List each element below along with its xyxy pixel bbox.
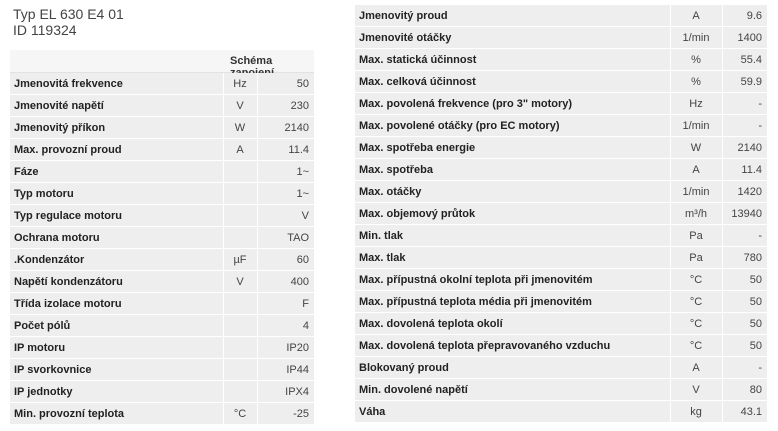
spec-name: Min. provozní teplota <box>10 403 223 425</box>
spec-name: Min. tlak <box>355 225 670 247</box>
spec-row <box>10 161 314 183</box>
spec-unit: °C <box>670 291 722 313</box>
spec-value: 1~ <box>257 183 314 205</box>
spec-unit <box>223 293 257 315</box>
spec-unit: Pa <box>670 247 722 269</box>
spec-name: Třída izolace motoru <box>10 293 223 315</box>
spec-value: 50 <box>722 335 767 357</box>
spec-unit: °C <box>670 313 722 335</box>
spec-name: Max. přípustná teplota média při jmenovitém <box>355 291 670 313</box>
spec-value: - <box>722 115 767 137</box>
spec-name: Max. celková účinnost <box>355 71 670 93</box>
spec-row <box>355 335 767 357</box>
spec-name: Max. otáčky <box>355 181 670 203</box>
spec-row <box>355 5 767 27</box>
spec-value: -25 <box>257 403 314 425</box>
spec-value: 80 <box>722 379 767 401</box>
spec-row <box>355 49 767 71</box>
spec-row <box>355 137 767 159</box>
spec-value: 230 <box>257 95 314 117</box>
spec-row <box>355 401 767 423</box>
spec-row <box>355 27 767 49</box>
spec-value: 1420 <box>722 181 767 203</box>
spec-row <box>355 115 767 137</box>
spec-unit: Pa <box>670 225 722 247</box>
spec-value: 43.1 <box>722 401 767 423</box>
spec-unit <box>223 183 257 205</box>
spec-name: Max. provozní proud <box>10 139 223 161</box>
spec-unit: µF <box>223 249 257 271</box>
spec-name: Jmenovitý příkon <box>10 117 223 139</box>
spec-row <box>10 403 314 425</box>
spec-unit: Hz <box>223 73 257 95</box>
spec-name: Max. povolená frekvence (pro 3" motory) <box>355 93 670 115</box>
spec-value: 50 <box>722 313 767 335</box>
spec-row <box>355 269 767 291</box>
spec-row <box>10 205 314 227</box>
spec-value: TAO <box>257 227 314 249</box>
spec-row <box>355 357 767 379</box>
spec-value: - <box>722 357 767 379</box>
spec-value: 780 <box>722 247 767 269</box>
spec-unit: Hz <box>670 93 722 115</box>
spec-value: 2140 <box>257 117 314 139</box>
spec-value: IPX4 <box>257 381 314 403</box>
spec-name: Typ motoru <box>10 183 223 205</box>
spec-row <box>10 249 314 271</box>
spec-unit: 1/min <box>670 181 722 203</box>
spec-value: IP20 <box>257 337 314 359</box>
spec-value: 50 <box>257 73 314 95</box>
spec-row <box>10 227 314 249</box>
spec-name: Typ regulace motoru <box>10 205 223 227</box>
spec-name: Max. objemový průtok <box>355 203 670 225</box>
spec-row <box>10 139 314 161</box>
spec-unit: kg <box>670 401 722 423</box>
spec-name: Fáze <box>10 161 223 183</box>
product-id: ID 119324 <box>13 22 77 38</box>
spec-row <box>10 381 314 403</box>
spec-value: 60 <box>257 249 314 271</box>
spec-value: F <box>257 293 314 315</box>
spec-unit <box>223 337 257 359</box>
wiring-diagram-label[interactable]: Schéma <box>230 55 273 67</box>
spec-unit <box>223 205 257 227</box>
spec-row <box>355 159 767 181</box>
spec-name: Min. dovolené napětí <box>355 379 670 401</box>
spec-unit <box>223 359 257 381</box>
spec-unit: 1/min <box>670 27 722 49</box>
spec-name: IP motoru <box>10 337 223 359</box>
spec-unit: A <box>223 139 257 161</box>
spec-row <box>10 359 314 381</box>
spec-row <box>355 71 767 93</box>
wiring-diagram-header <box>10 50 314 73</box>
spec-unit: V <box>223 95 257 117</box>
spec-row <box>10 183 314 205</box>
spec-row <box>10 293 314 315</box>
spec-value: V <box>257 205 314 227</box>
spec-unit: °C <box>670 269 722 291</box>
spec-unit <box>223 227 257 249</box>
spec-value: 50 <box>722 269 767 291</box>
spec-row <box>355 93 767 115</box>
spec-name: Max. spotřeba <box>355 159 670 181</box>
spec-unit: % <box>670 49 722 71</box>
spec-value: - <box>722 225 767 247</box>
spec-value: 13940 <box>722 203 767 225</box>
spec-unit: A <box>670 357 722 379</box>
spec-row <box>10 315 314 337</box>
spec-value: 1~ <box>257 161 314 183</box>
spec-row <box>355 181 767 203</box>
spec-row <box>355 203 767 225</box>
spec-value: 400 <box>257 271 314 293</box>
spec-unit: A <box>670 159 722 181</box>
spec-name: Max. spotřeba energie <box>355 137 670 159</box>
spec-row <box>10 337 314 359</box>
product-type-title: Typ EL 630 E4 01 <box>13 6 124 22</box>
spec-name: Max. povolené otáčky (pro EC motory) <box>355 115 670 137</box>
spec-row <box>10 271 314 293</box>
spec-unit: % <box>670 71 722 93</box>
spec-value: 1400 <box>722 27 767 49</box>
spec-value: 11.4 <box>257 139 314 161</box>
spec-unit: °C <box>670 335 722 357</box>
spec-unit <box>223 161 257 183</box>
left-spec-table <box>10 73 314 425</box>
spec-name: Blokovaný proud <box>355 357 670 379</box>
spec-name: Počet pólů <box>10 315 223 337</box>
spec-row <box>355 225 767 247</box>
spec-name: Jmenovité otáčky <box>355 27 670 49</box>
spec-row <box>355 313 767 335</box>
spec-unit: W <box>670 137 722 159</box>
spec-value: 11.4 <box>722 159 767 181</box>
spec-name: Ochrana motoru <box>10 227 223 249</box>
spec-row <box>355 247 767 269</box>
spec-value: 50 <box>722 291 767 313</box>
spec-name: Napětí kondenzátoru <box>10 271 223 293</box>
spec-value: 59.9 <box>722 71 767 93</box>
spec-unit: °C <box>223 403 257 425</box>
spec-name: Max. dovolená teplota okolí <box>355 313 670 335</box>
spec-unit <box>223 381 257 403</box>
spec-unit: V <box>670 379 722 401</box>
spec-row <box>10 73 314 95</box>
spec-name: Jmenovité napětí <box>10 95 223 117</box>
spec-name: Max. přípustná okolní teplota při jmenovitém <box>355 269 670 291</box>
spec-row <box>355 291 767 313</box>
spec-unit: V <box>223 271 257 293</box>
right-spec-table <box>355 5 767 423</box>
spec-name: Váha <box>355 401 670 423</box>
spec-row <box>355 379 767 401</box>
spec-value: 4 <box>257 315 314 337</box>
spec-unit: 1/min <box>670 115 722 137</box>
spec-row <box>10 117 314 139</box>
spec-name: Max. tlak <box>355 247 670 269</box>
spec-name: Jmenovitá frekvence <box>10 73 223 95</box>
spec-value: 9.6 <box>722 5 767 27</box>
spec-row <box>10 95 314 117</box>
spec-name: IP jednotky <box>10 381 223 403</box>
spec-unit <box>223 315 257 337</box>
spec-value: 2140 <box>722 137 767 159</box>
spec-unit: A <box>670 5 722 27</box>
spec-value: - <box>722 93 767 115</box>
spec-name: .Kondenzátor <box>10 249 223 271</box>
spec-unit: W <box>223 117 257 139</box>
spec-name: Max. statická účinnost <box>355 49 670 71</box>
spec-name: Max. dovolená teplota přepravovaného vzduchu <box>355 335 670 357</box>
spec-unit: m³/h <box>670 203 722 225</box>
spec-name: IP svorkovnice <box>10 359 223 381</box>
spec-value: IP44 <box>257 359 314 381</box>
spec-name: Jmenovitý proud <box>355 5 670 27</box>
spec-value: 55.4 <box>722 49 767 71</box>
